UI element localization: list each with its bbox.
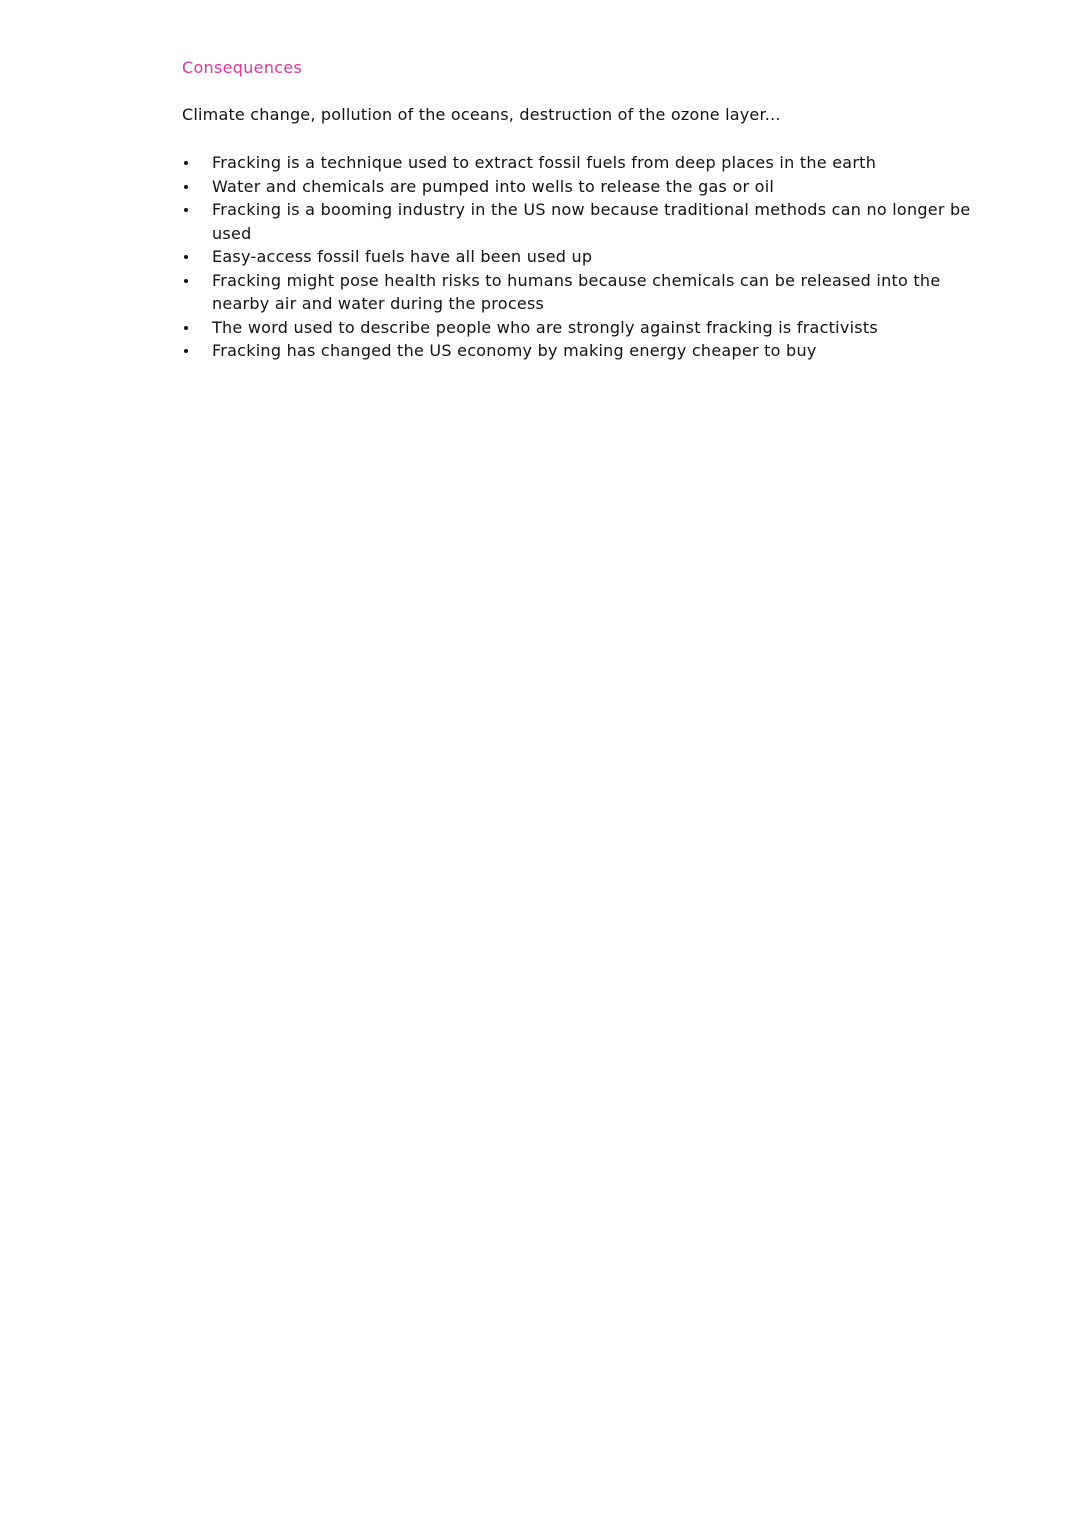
list-item-text: Fracking is a booming industry in the US now because traditional methods can no longer be used (212, 200, 971, 243)
list-item-text: Fracking might pose health risks to humans because chemicals can be released into the nearby air and water during the process (212, 270, 941, 313)
bullet-icon (184, 279, 188, 283)
list-item-text: The word used to describe people who are strongly against fracking is fractivists (212, 317, 878, 337)
bullet-icon (184, 185, 188, 189)
list-item (0, 151, 1002, 175)
list-item (0, 339, 1002, 363)
list-item (0, 175, 1002, 199)
list-item-text: Easy-access fossil fuels have all been used up (212, 247, 593, 266)
list-item-text: Fracking has changed the US economy by making energy cheaper to buy (212, 341, 817, 360)
list-item (0, 245, 1002, 269)
list-item (0, 316, 1002, 340)
bullet-icon (184, 255, 188, 259)
list-item (0, 198, 1002, 245)
list-item-text: Fracking is a technique used to extract fossil fuels from deep places in the earth (212, 153, 877, 172)
bullet-icon (184, 161, 188, 165)
bullet-icon (184, 326, 188, 330)
list-item (0, 269, 1002, 316)
bullet-icon (184, 349, 188, 353)
bullet-list (0, 151, 1080, 363)
intro-text: Climate change, pollution of the oceans, destruction of the ozone layer... (182, 105, 781, 124)
list-item-text: Water and chemicals are pumped into wells to release the gas or oil (212, 176, 775, 196)
bullet-icon (184, 208, 188, 212)
section-heading: Consequences (182, 58, 303, 77)
